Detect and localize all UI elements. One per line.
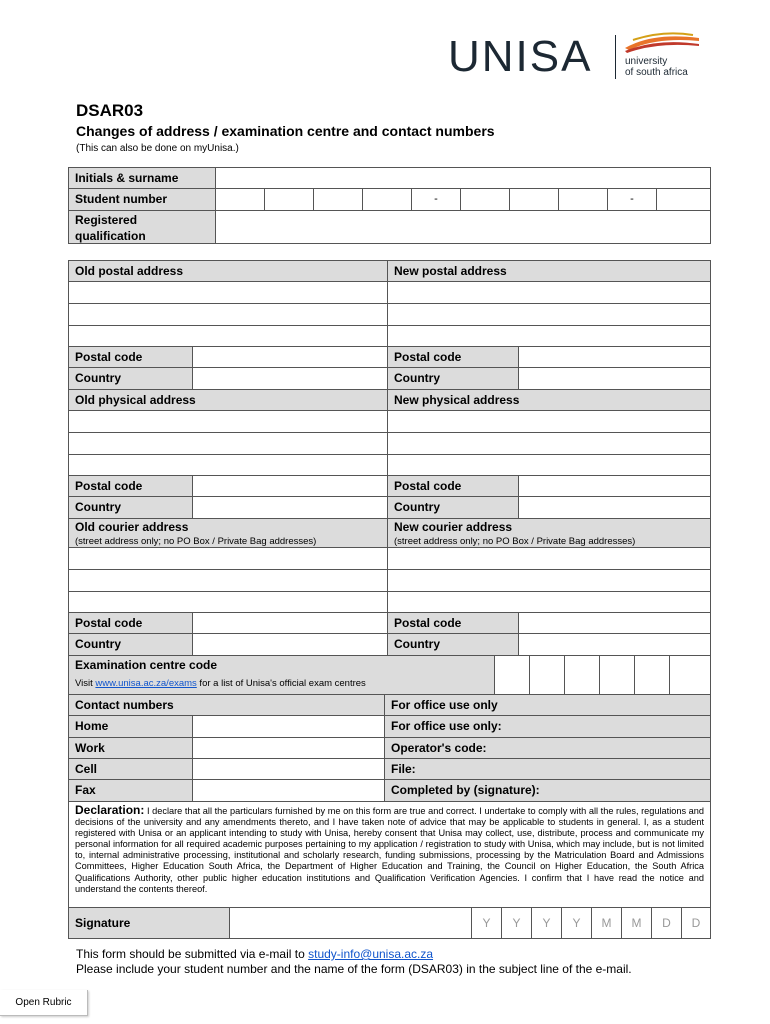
unisa-logo [448,32,708,82]
exam-centre-text: Examination centre code [75,658,218,672]
signature-input[interactable] [229,907,472,939]
date-year-slot[interactable] [501,907,532,939]
exam-code-digit[interactable] [564,655,600,695]
form-title: Changes of address / examination centre and contact numbers [76,123,495,139]
postal-code-text: Postal code [75,479,143,493]
postal-code-text: Postal code [75,616,143,630]
separator-text: - [630,193,634,205]
old-postal-label [68,260,388,282]
fax-label [68,779,193,802]
exam-centres-link[interactable]: www.unisa.ac.za/exams [95,678,197,689]
new-postal-text: New postal address [394,264,507,278]
logo-swoosh-icon [623,32,703,54]
separator-text: - [434,193,438,205]
exam-code-digit[interactable] [669,655,711,695]
exam-centre-code-boxes[interactable] [494,655,711,695]
footer-line1-prefix: This form should be submitted via e-mail to [76,947,309,961]
date-slot-text: D [662,916,671,930]
student-number-label-text: Student number [75,192,167,206]
new-courier-line[interactable] [387,569,711,592]
old-physical-line[interactable] [68,410,388,433]
office-header [384,694,711,716]
work-text: Work [75,741,105,755]
contact-header-text: Contact numbers [75,698,174,712]
new-physical-line[interactable] [387,432,711,455]
date-year-slot[interactable] [531,907,562,939]
old-courier-line[interactable] [68,569,388,592]
old-physical-label [68,389,388,411]
qualification-input[interactable] [215,210,711,244]
old-physical-text: Old physical address [75,393,196,407]
old-postal-country-label [68,367,193,390]
old-postal-line[interactable] [68,281,388,304]
new-courier-line[interactable] [387,547,711,570]
exam-code-digit[interactable] [634,655,670,695]
student-number-digit[interactable] [362,188,412,211]
date-month-slot[interactable] [621,907,652,939]
exam-centre-note [69,676,494,692]
old-postal-text: Old postal address [75,264,184,278]
old-postal-line[interactable] [68,325,388,347]
operator-code-text: Operator's code: [391,741,487,755]
completed-by-text: Completed by (signature): [391,783,540,797]
country-text: Country [394,637,440,651]
declaration-label: Declaration: [75,803,145,817]
initials-label-text: Initials & surname [75,171,179,185]
exam-centre-label [68,655,495,695]
home-label [68,715,193,738]
new-physical-line[interactable] [387,454,711,476]
study-info-email-link[interactable]: study-info@unisa.ac.za [308,947,434,961]
postal-code-text: Postal code [394,479,462,493]
student-number-boxes[interactable] [215,188,711,211]
old-postal-country-input[interactable] [192,367,388,390]
logo-divider [615,35,616,79]
cell-label [68,758,193,780]
signature-label [68,907,230,939]
declaration-text: I declare that all the particulars furnished by me on this form are true and correct. I undertake to comply with all the rules, regulations and decisions of the university and any amendments thereto, and I have taken note of advice that may be applicable to students in general. I, as a student registered with Unisa or an applicant intending to study with Unisa, hereby consent that Unisa may collect, use, distribute, process and communicate my personal information for all required academic purposes pertaining to my application / registration to study with Unisa, which may include, but is not limited to, internal administrative processing, institutional and scholarly research, funding submissions, processing by the Matriculation Board and Admissions Committees, Higher Education South Africa, the Department of Higher Education and Training, the Council on Higher Education, the South Africa Qualifications Authority, other public higher education institutions and Qualification Verification Agencies. I confirm that I have read the notice and understand the contents thereof. [75,806,704,894]
new-postal-line[interactable] [387,303,711,326]
old-courier-code-input[interactable] [192,612,388,634]
country-text: Country [394,371,440,385]
open-rubric-button[interactable] [0,990,88,1016]
exam-code-digit[interactable] [599,655,635,695]
new-courier-code-input[interactable] [518,612,711,634]
old-postal-line[interactable] [68,303,388,326]
student-number-digit[interactable] [558,188,608,211]
old-physical-line[interactable] [68,432,388,455]
old-physical-line[interactable] [68,454,388,476]
new-courier-code-label [387,612,519,634]
student-number-separator [411,188,461,211]
new-postal-country-input[interactable] [518,367,711,390]
date-day-slot[interactable] [681,907,711,939]
qualification-label-line1: Registered [75,213,138,227]
logo-tagline-line1: university [625,56,668,67]
new-physical-text: New physical address [394,393,520,407]
open-rubric-label: Open Rubric [15,997,72,1008]
office-use-only-text: For office use only: [391,719,502,733]
new-physical-code-input[interactable] [518,475,711,497]
country-text: Country [394,500,440,514]
date-day-slot[interactable] [651,907,682,939]
postal-code-text: Postal code [75,350,143,364]
date-slot-text: Y [542,916,551,930]
logo-tagline [625,56,688,78]
form-code: DSAR03 [76,101,144,120]
student-number-digit[interactable] [264,188,314,211]
date-slot-text: D [691,916,701,930]
new-courier-country-input[interactable] [518,633,711,656]
new-postal-code-input[interactable] [518,346,711,368]
work-label [68,737,193,759]
exam-visit-prefix: Visit [75,678,96,689]
new-physical-label [387,389,711,411]
old-postal-code-input[interactable] [192,346,388,368]
completed-by-label [384,779,711,802]
new-postal-code-label [387,346,519,368]
qualification-label [68,210,216,244]
date-year-slot[interactable] [561,907,592,939]
date-month-slot[interactable] [591,907,622,939]
new-postal-line[interactable] [387,281,711,304]
date-slot-text: M [601,916,612,930]
country-text: Country [75,371,121,385]
logo-tagline-line2: of south africa [625,67,688,78]
old-courier-label [68,518,388,548]
student-number-digit[interactable] [460,188,510,211]
student-number-digit[interactable] [509,188,559,211]
old-physical-code-input[interactable] [192,475,388,497]
old-courier-text: Old courier address [75,520,189,534]
country-text: Country [75,637,121,651]
country-text: Country [75,500,121,514]
date-slot-text: Y [572,916,581,930]
new-postal-label [387,260,711,282]
office-header-text: For office use only [391,698,498,712]
form-note: (This can also be done on myUnisa.) [76,143,239,154]
new-physical-country-input[interactable] [518,496,711,519]
work-input[interactable] [192,737,385,759]
footer-line1 [76,947,433,961]
student-number-digit[interactable] [656,188,711,211]
student-number-separator [607,188,657,211]
old-courier-code-label [68,612,193,634]
home-text: Home [75,719,109,733]
footer-line2: Please include your student number and the name of the form (DSAR03) in the subject line of the e-mail. [76,962,632,976]
old-physical-code-label [68,475,193,497]
logo-wordmark: UNISA [448,32,593,81]
student-number-digit[interactable] [215,188,265,211]
postal-code-text: Postal code [394,350,462,364]
exam-code-digit[interactable] [494,655,530,695]
date-slot-text: M [631,916,642,930]
old-physical-country-input[interactable] [192,496,388,519]
new-courier-country-label [387,633,519,656]
file-text: File: [391,762,416,776]
old-courier-country-label [68,633,193,656]
contact-header [68,694,385,716]
initials-label [68,167,216,189]
date-slot-text: Y [482,916,491,930]
cell-input[interactable] [192,758,385,780]
new-courier-note: (street address only; no PO Box / Private Bag addresses) [394,536,636,547]
new-postal-country-label [387,367,519,390]
student-number-label [68,188,216,211]
old-courier-country-input[interactable] [192,633,388,656]
qualification-label-line2: qualification [75,229,146,243]
old-postal-code-label [68,346,193,368]
postal-code-text: Postal code [394,616,462,630]
old-courier-line[interactable] [68,591,388,613]
date-boxes[interactable] [471,907,711,939]
new-physical-country-label [387,496,519,519]
declaration-box [68,801,711,908]
file-label [384,758,711,780]
new-physical-code-label [387,475,519,497]
new-postal-line[interactable] [387,325,711,347]
fax-text: Fax [75,783,96,797]
date-year-slot[interactable] [471,907,502,939]
exam-code-digit[interactable] [529,655,565,695]
old-physical-country-label [68,496,193,519]
cell-text: Cell [75,762,98,776]
new-courier-label [387,518,711,548]
new-courier-text: New courier address [394,520,513,534]
old-courier-line[interactable] [68,547,388,570]
initials-input[interactable] [215,167,711,189]
new-physical-line[interactable] [387,410,711,433]
new-courier-line[interactable] [387,591,711,613]
fax-input[interactable] [192,779,385,802]
student-number-digit[interactable] [313,188,363,211]
signature-text: Signature [75,916,131,930]
old-courier-note: (street address only; no PO Box / Private Bag addresses) [75,536,317,547]
date-slot-text: Y [512,916,521,930]
home-input[interactable] [192,715,385,738]
exam-visit-suffix: for a list of Unisa's official exam centres [196,678,366,689]
office-use-only-label [384,715,711,738]
operator-code-label [384,737,711,759]
